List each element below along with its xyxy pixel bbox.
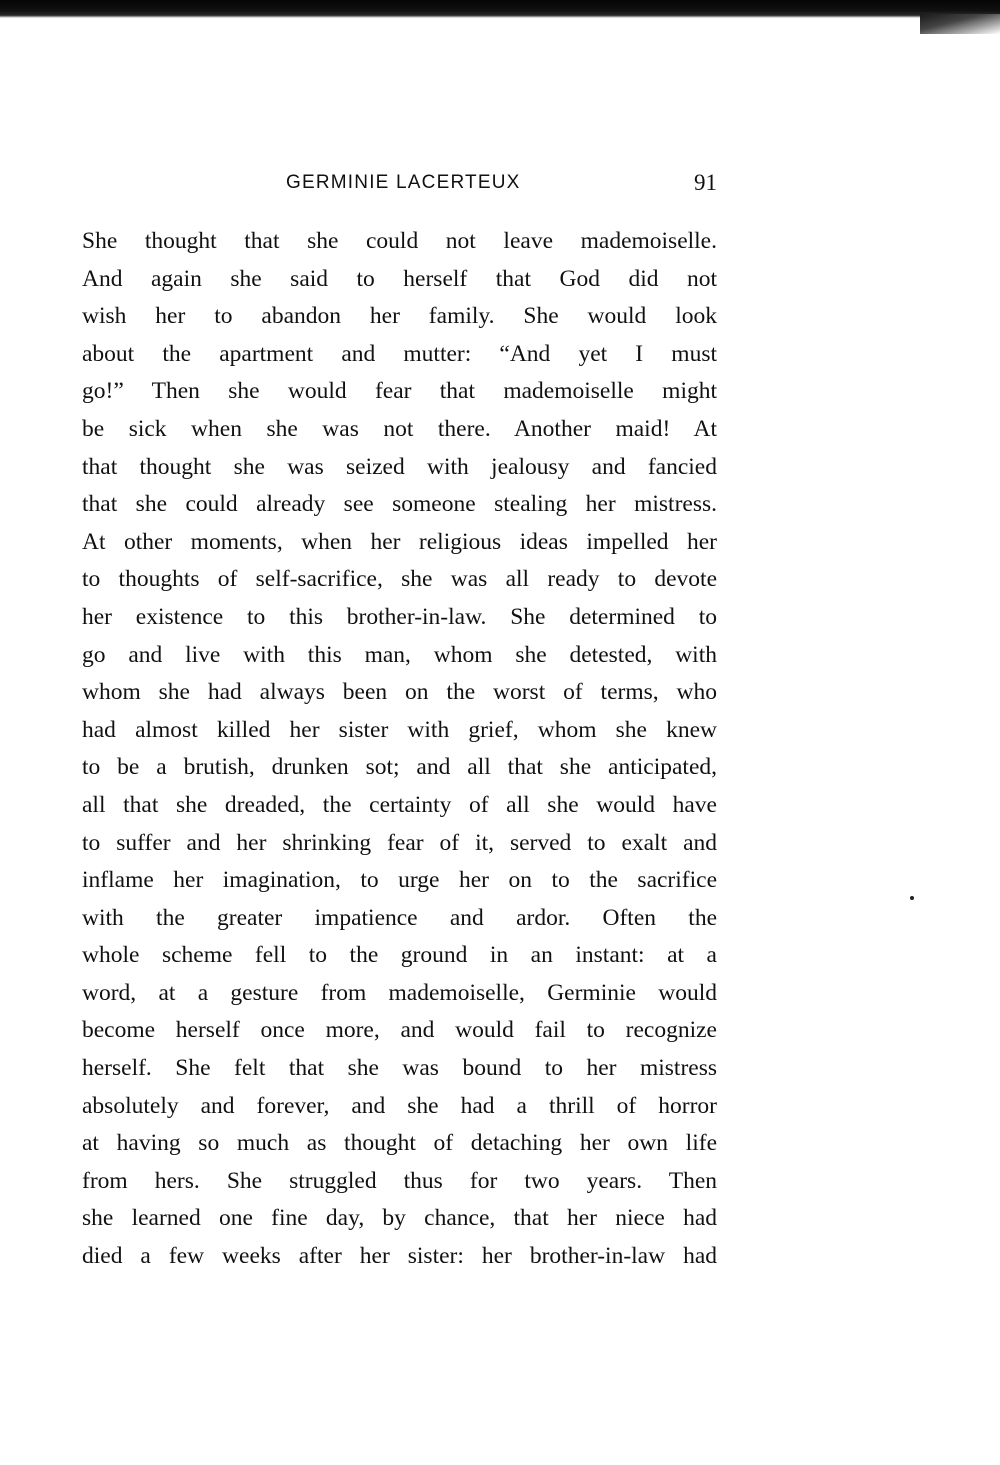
text-line: died a few weeks after her sister: her brother-in-law had [82, 1243, 717, 1270]
text-line: whole scheme fell to the ground in an instant: at a [82, 942, 717, 969]
text-line: about the apartment and mutter: “And yet I must [82, 340, 717, 367]
text-line: herself. She felt that she was bound to her mistress [82, 1055, 717, 1082]
text-line: whom she had always been on the worst of terms, who [82, 679, 717, 706]
page-number: 91 [694, 170, 717, 195]
running-header [82, 172, 717, 202]
text-line: At other moments, when her religious ideas impelled her [82, 528, 717, 555]
text-line: had almost killed her sister with grief, whom she knew [82, 716, 717, 743]
text-line: word, at a gesture from mademoiselle, Germinie would [82, 979, 717, 1006]
text-line: with the greater impatience and ardor. Often the [82, 904, 717, 931]
text-line: wish her to abandon her family. She would look [82, 303, 717, 330]
text-line: to suffer and her shrinking fear of it, served to exalt and [82, 829, 717, 856]
running-title: GERMINIE LACERTEUX [286, 172, 521, 193]
text-line: to be a brutish, drunken sot; and all that she anticipated, [82, 754, 717, 781]
text-line: that she could already see someone stealing her mistress. [82, 491, 717, 518]
body-text [82, 223, 717, 1276]
text-line: to thoughts of self-sacrifice, she was all ready to devote [82, 566, 717, 593]
text-line: that thought she was seized with jealousy and fancied [82, 453, 717, 480]
scan-top-edge [0, 0, 1000, 18]
text-line: go!” Then she would fear that mademoiselle might [82, 378, 717, 405]
text-line: her existence to this brother-in-law. She determined to [82, 603, 717, 630]
text-line: She thought that she could not leave mademoiselle. [82, 228, 717, 254]
scan-speck [910, 896, 914, 900]
text-line: absolutely and forever, and she had a thrill of horror [82, 1092, 717, 1119]
text-line: And again she said to herself that God did not [82, 265, 717, 292]
text-line: at having so much as thought of detaching her own life [82, 1130, 717, 1157]
scan-corner-shadow [920, 14, 1000, 34]
text-line: inflame her imagination, to urge her on to the sacrifice [82, 867, 717, 894]
text-line: go and live with this man, whom she detested, with [82, 641, 717, 668]
text-line: become herself once more, and would fail to recognize [82, 1017, 717, 1044]
text-line: all that she dreaded, the certainty of all she would have [82, 791, 717, 818]
text-line: from hers. She struggled thus for two years. Then [82, 1167, 717, 1194]
text-line: be sick when she was not there. Another maid! At [82, 415, 717, 442]
text-line: she learned one fine day, by chance, that her niece had [82, 1205, 717, 1232]
